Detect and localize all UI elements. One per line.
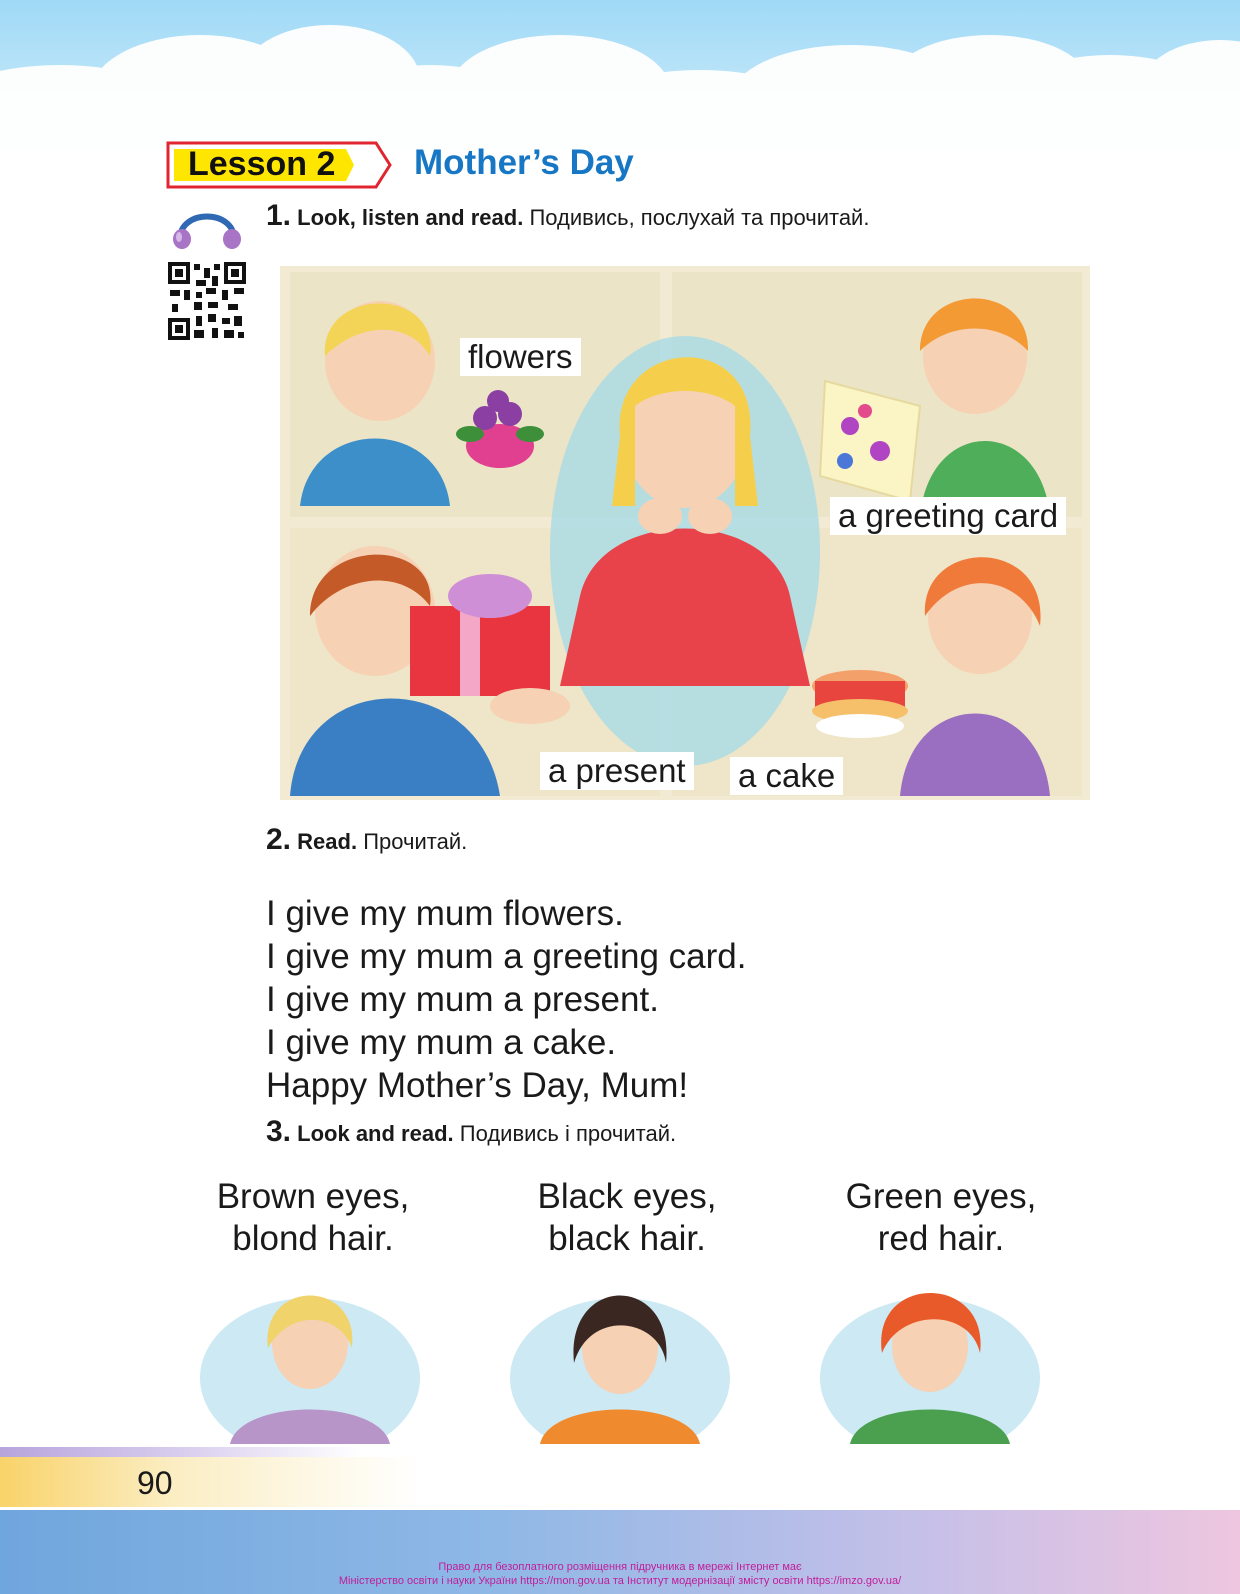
license-notice-line-1: Право для безоплатного розміщення підручника в мережі Інтернет має bbox=[438, 1561, 802, 1573]
exercise-2-translation: Прочитай. bbox=[363, 829, 468, 854]
description-1-eyes: Brown eyes, bbox=[216, 1177, 410, 1216]
portrait-red-haired-woman bbox=[820, 1268, 1040, 1444]
qr-code[interactable] bbox=[168, 262, 246, 340]
portrait-dark-haired-woman bbox=[510, 1268, 730, 1444]
lesson-label: Lesson 2 bbox=[188, 145, 336, 183]
description-2-hair: black hair. bbox=[548, 1219, 706, 1258]
lesson-title: Mother’s Day bbox=[414, 143, 634, 182]
description-2-eyes: Black eyes, bbox=[537, 1177, 717, 1216]
reading-line: I give my mum a present. bbox=[266, 980, 659, 1019]
exercise-2-instruction: Read. bbox=[297, 829, 358, 854]
headphones-icon[interactable] bbox=[170, 203, 244, 251]
exercise-1-heading bbox=[266, 199, 870, 232]
exercise-3-instruction: Look and read. bbox=[297, 1121, 454, 1146]
reading-text bbox=[266, 892, 746, 1107]
exercise-3-translation: Подивись і прочитай. bbox=[459, 1121, 677, 1146]
exercise-3-number: 3. bbox=[266, 1115, 292, 1148]
description-1-hair: blond hair. bbox=[232, 1219, 394, 1258]
label-flowers: flowers bbox=[460, 338, 581, 376]
label-greeting-card: a greeting card bbox=[830, 497, 1066, 535]
exercise-2-number: 2. bbox=[266, 823, 292, 856]
description-3-hair: red hair. bbox=[877, 1219, 1005, 1258]
page-number: 90 bbox=[137, 1465, 173, 1501]
description-3-eyes: Green eyes, bbox=[845, 1177, 1037, 1216]
description-2 bbox=[477, 1176, 777, 1260]
reading-line: I give my mum a cake. bbox=[266, 1023, 617, 1062]
label-present: a present bbox=[540, 752, 694, 790]
page-number-bar bbox=[0, 1447, 1240, 1507]
exercise-3-heading bbox=[266, 1115, 677, 1148]
reading-line: I give my mum a greeting card. bbox=[266, 937, 747, 976]
exercise-1-number: 1. bbox=[266, 199, 292, 232]
exercise-1-instruction: Look, listen and read. bbox=[297, 205, 524, 230]
reading-line: I give my mum flowers. bbox=[266, 894, 624, 933]
exercise-2-heading bbox=[266, 823, 468, 856]
exercise-1-translation: Подивись, послухай та прочитай. bbox=[529, 205, 870, 230]
portrait-blond-woman bbox=[200, 1268, 420, 1444]
label-cake: a cake bbox=[730, 757, 843, 795]
reading-line: Happy Mother’s Day, Mum! bbox=[266, 1066, 689, 1105]
description-1 bbox=[163, 1176, 463, 1260]
description-3 bbox=[791, 1176, 1091, 1260]
license-notice-line-2: Міністерство освіти і науки України https://mon.gov.ua та Інститут модернізації змісту освіти https://imzo.gov.ua/ bbox=[338, 1575, 902, 1587]
sky-clouds-banner bbox=[0, 0, 1240, 150]
